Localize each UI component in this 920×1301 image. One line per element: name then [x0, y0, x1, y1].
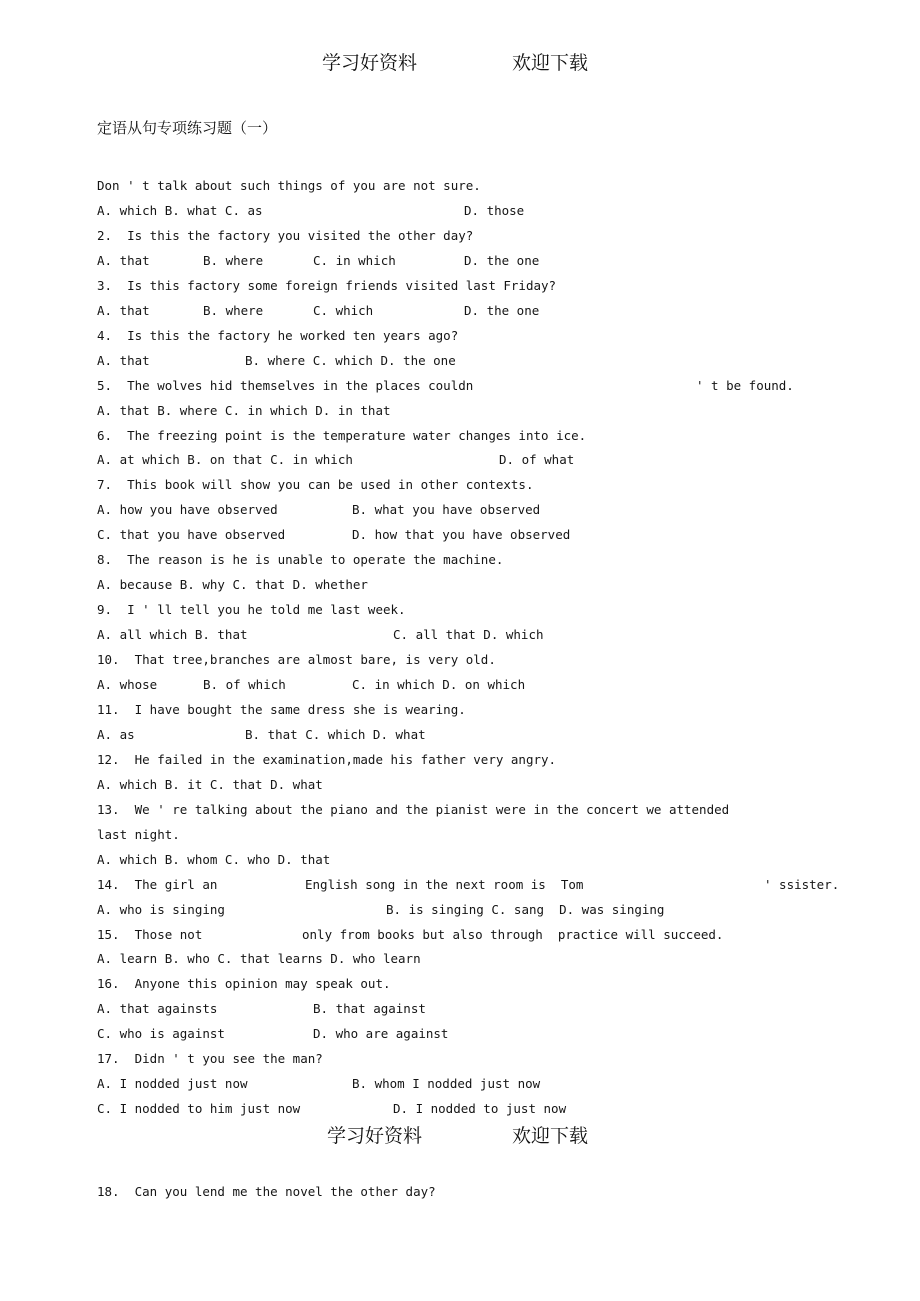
header-right-text: 欢迎下载 — [512, 1125, 589, 1147]
line-segment: 3. Is this factory some foreign friends visited last Friday? — [97, 277, 557, 293]
question-line — [0, 251, 920, 271]
question-line — [0, 176, 920, 196]
question-line — [0, 675, 920, 695]
line-segment: B. where C. which D. the one — [245, 352, 456, 368]
line-segment: 12. He failed in the examination,made his father very angry. — [97, 751, 557, 767]
question-line — [0, 401, 920, 421]
line-segment: C. in which — [313, 252, 396, 268]
line-segment: D. those — [464, 202, 525, 218]
question-line — [0, 1099, 920, 1119]
question-line — [0, 875, 920, 895]
line-segment: D. how that you have observed — [352, 527, 571, 543]
question-line — [0, 900, 920, 920]
question-line — [0, 750, 920, 770]
line-segment: A. because B. why C. that D. whether — [97, 577, 368, 593]
line-segment: ' t be found. — [696, 377, 794, 393]
line-segment: B. what you have observed — [352, 502, 541, 518]
page-header — [0, 50, 920, 76]
document-title: 定语从句专项练习题（一） — [97, 119, 278, 137]
line-segment: C. all that D. which — [393, 627, 544, 643]
question-line — [0, 226, 920, 246]
line-segment: A. which B. what C. as — [97, 202, 263, 218]
line-segment: 2. Is this the factory you visited the other day? — [97, 227, 474, 243]
question-line — [0, 201, 920, 221]
line-segment: A. that — [97, 252, 150, 268]
question-line — [0, 276, 920, 296]
question-line — [0, 800, 920, 820]
question-line — [0, 351, 920, 371]
question-line — [0, 550, 920, 570]
line-segment: A. that — [97, 302, 150, 318]
line-segment: A. I nodded just now — [97, 1076, 248, 1092]
line-segment: D. I nodded to just now — [393, 1101, 567, 1117]
line-segment: 9. I ' ll tell you he told me last week. — [97, 602, 406, 618]
question-line — [0, 850, 920, 870]
line-segment: A. whose — [97, 677, 158, 692]
line-segment: D. of what — [499, 452, 575, 468]
line-segment: 18. Can you lend me the novel the other day? — [97, 1184, 436, 1199]
question-line — [0, 1182, 920, 1202]
question-line — [0, 475, 920, 495]
line-segment: B. is singing C. sang D. was singing — [386, 901, 665, 917]
header-left-text: 学习好资料 — [322, 52, 418, 74]
line-segment: C. in which D. on which — [352, 677, 526, 692]
line-segment: B. that C. which D. what — [245, 726, 426, 742]
question-line — [0, 575, 920, 595]
line-segment: D. the one — [464, 302, 540, 318]
line-segment: C. I nodded to him just now — [97, 1101, 301, 1117]
line-segment: A. that againsts — [97, 1001, 218, 1017]
question-line — [0, 376, 920, 396]
question-line — [0, 1049, 920, 1069]
question-line — [0, 825, 920, 845]
question-line — [0, 925, 920, 945]
line-segment: A. as — [97, 726, 135, 742]
question-line — [0, 525, 920, 545]
line-segment: 10. That tree,branches are almost bare, is very old. — [97, 652, 496, 668]
line-segment: only from books but also through practice will succeed. — [302, 926, 724, 942]
header-right-text: 欢迎下载 — [512, 52, 589, 74]
line-segment: D. the one — [464, 252, 540, 268]
line-segment: A. who is singing — [97, 901, 225, 917]
line-segment: Don ' t talk about such things of you are not sure. — [97, 178, 481, 193]
line-segment: B. of which — [203, 677, 286, 692]
line-segment: B. where — [203, 302, 264, 318]
line-segment: 4. Is this the factory he worked ten years ago? — [97, 327, 459, 343]
line-segment: C. that you have observed — [97, 527, 286, 543]
question-line — [0, 974, 920, 994]
question-line — [0, 326, 920, 346]
line-segment: C. who is against — [97, 1026, 225, 1042]
line-segment: A. all which B. that — [97, 627, 248, 643]
question-line — [0, 500, 920, 520]
line-segment: B. whom I nodded just now — [352, 1076, 541, 1092]
line-segment: A. how you have observed — [97, 502, 278, 518]
line-segment: A. learn B. who C. that learns D. who learn — [97, 951, 421, 967]
question-line — [0, 301, 920, 321]
line-segment: A. at which B. on that C. in which — [97, 452, 353, 468]
line-segment: A. which B. it C. that D. what — [97, 776, 323, 792]
line-segment: 11. I have bought the same dress she is wearing. — [97, 701, 466, 717]
line-segment: ' ssister. — [764, 876, 840, 892]
line-segment: English song in the next room is Tom — [305, 876, 584, 892]
question-line — [0, 625, 920, 645]
question-line — [0, 450, 920, 470]
line-segment: 6. The freezing point is the temperature water changes into ice. — [97, 427, 587, 443]
line-segment: 14. The girl an — [97, 876, 218, 892]
question-line — [0, 1024, 920, 1044]
line-segment: A. that B. where C. in which D. in that — [97, 402, 391, 418]
line-segment: B. where — [203, 252, 264, 268]
question-line — [0, 725, 920, 745]
line-segment: D. who are against — [313, 1026, 449, 1042]
line-segment: 17. Didn ' t you see the man? — [97, 1051, 323, 1067]
line-segment: 7. This book will show you can be used in other contexts. — [97, 477, 534, 493]
question-line — [0, 650, 920, 670]
question-line — [0, 426, 920, 446]
line-segment: 5. The wolves hid themselves in the places couldn — [97, 377, 474, 393]
line-segment: 8. The reason is he is unable to operate the machine. — [97, 552, 504, 568]
line-segment: C. which — [313, 302, 374, 318]
question-line — [0, 775, 920, 795]
question-line — [0, 949, 920, 969]
header-left-text: 学习好资料 — [327, 1125, 423, 1147]
question-line — [0, 999, 920, 1019]
line-segment: last night. — [97, 826, 180, 842]
line-segment: A. that — [97, 352, 150, 368]
question-line — [0, 1074, 920, 1094]
question-line — [0, 700, 920, 720]
line-segment: 16. Anyone this opinion may speak out. — [97, 976, 391, 992]
question-line — [0, 600, 920, 620]
line-segment: 13. We ' re talking about the piano and the pianist were in the concert we attended — [97, 801, 730, 817]
line-segment: B. that against — [313, 1001, 426, 1017]
line-segment: 15. Those not — [97, 926, 203, 942]
page-header-repeat — [0, 1123, 920, 1149]
line-segment: A. which B. whom C. who D. that — [97, 851, 331, 867]
